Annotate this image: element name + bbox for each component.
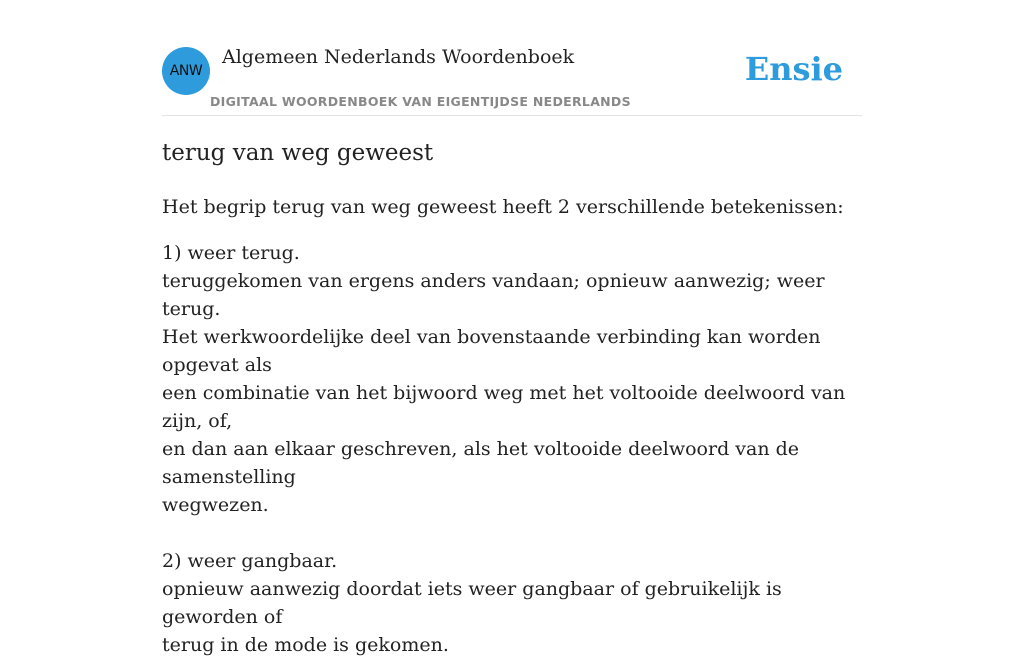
meaning-2 bbox=[162, 547, 862, 659]
meaning-note-line: Het werkwoordelijke deel van bovenstaande verbinding kan worden opgevat als bbox=[162, 326, 821, 376]
meaning-heading: 1) weer terug. bbox=[162, 242, 300, 264]
meaning-definition-line: opnieuw aanwezig doordat iets weer gangbaar of gebruikelijk is geworden of bbox=[162, 578, 782, 628]
page bbox=[162, 0, 862, 656]
anw-logo-text: ANW bbox=[169, 63, 203, 79]
meaning-heading: 2) weer gangbaar. bbox=[162, 550, 338, 572]
site-subtitle: DIGITAAL WOORDENBOEK VAN EIGENTIJDSE NEDERLANDS bbox=[210, 94, 631, 109]
entry-intro: Het begrip terug van weg geweest heeft 2 verschillende betekenissen: bbox=[162, 196, 844, 218]
meaning-1 bbox=[162, 239, 862, 519]
site-title[interactable]: Algemeen Nederlands Woordenboek bbox=[222, 46, 575, 68]
header-divider bbox=[162, 115, 862, 116]
meaning-definition-line: terug in de mode is gekomen. bbox=[162, 634, 449, 656]
meaning-note-line: en dan aan elkaar geschreven, als het voltooide deelwoord van de samenstelling bbox=[162, 438, 800, 488]
meaning-definition: teruggekomen van ergens anders vandaan; opnieuw aanwezig; weer terug. bbox=[162, 270, 825, 320]
ensie-brand-link[interactable]: Ensie bbox=[744, 50, 843, 88]
headword: terug van weg geweest bbox=[162, 140, 434, 166]
meaning-note-line: wegwezen. bbox=[162, 494, 269, 516]
anw-logo[interactable] bbox=[162, 47, 210, 95]
meaning-note-line: een combinatie van het bijwoord weg met het voltooide deelwoord van zijn, of, bbox=[162, 382, 846, 432]
meanings-list bbox=[162, 239, 862, 659]
